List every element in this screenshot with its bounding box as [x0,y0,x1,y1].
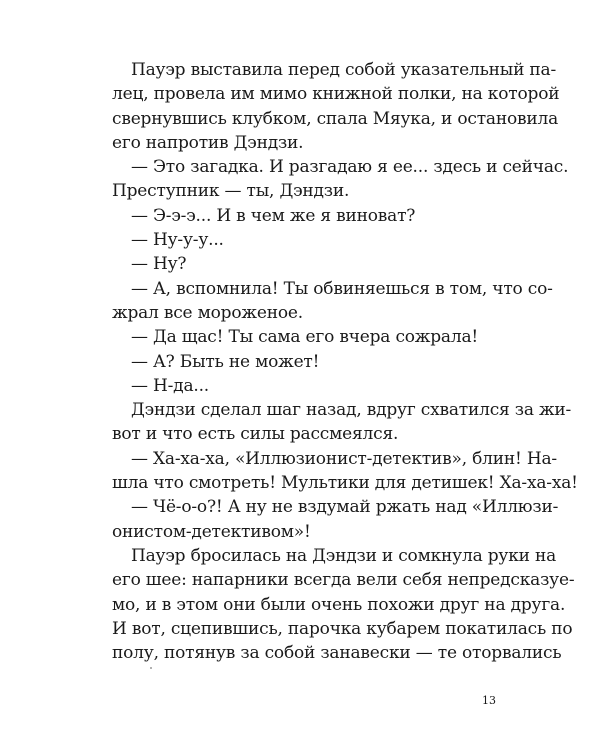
text-line: его шее: напарники всегда вели себя непредсказуе- [112,570,575,591]
print-speck [150,667,152,669]
text-line: И вот, сцепившись, парочка кубарем покатилась по [112,618,573,639]
text-line: — Да щас! Ты сама его вчера сожрала! [131,327,479,348]
text-line: свернувшись клубком, спала Мяука, и остановила [112,108,559,129]
text-line: — Ха-ха-ха, «Иллюзионист-детектив», блин! На- [131,448,557,469]
text-line: онистом-детективом»! [112,521,311,542]
text-line: мо, и в этом они были очень похожи друг на друга. [112,594,566,615]
text-line: — А, вспомнила! Ты обвиняешься в том, что со- [131,278,553,299]
page-number: 13 [482,694,496,707]
text-line: Пауэр выставила перед собой указательный па- [131,60,557,80]
text-line: его напротив Дэндзи. [112,132,304,153]
text-line: вот и что есть силы рассмеялся. [112,424,399,445]
text-line: полу, потянув за собой занавески — те оторвались [112,643,562,664]
text-line: Преступник — ты, Дэндзи. [112,181,350,202]
text-line: — А? Быть не может! [131,351,320,372]
text-line: — Чё-о-о?! А ну не вздумай ржать над «Иллюзи- [131,497,559,518]
text-line: Пауэр бросилась на Дэндзи и сомкнула руки на [131,545,557,566]
text-line: — Э-э-э... И в чем же я виноват? [131,205,416,226]
text-line: жрал все мороженое. [112,302,303,323]
text-line: лец, провела им мимо книжной полки, на которой [112,84,560,105]
text-line: шла что смотреть! Мультики для детишек! Ха-ха-ха! [112,473,578,494]
text-line: — Ну? [131,254,187,275]
text-line: — Н-да... [131,375,209,396]
body-text [112,58,578,665]
text-line: — Это загадка. И разгадаю я ее... здесь и сейчас. [131,157,569,178]
text-line: — Ну-у-у... [131,230,224,251]
text-line: Дэндзи сделал шаг назад, вдруг схватился за жи- [131,400,572,421]
